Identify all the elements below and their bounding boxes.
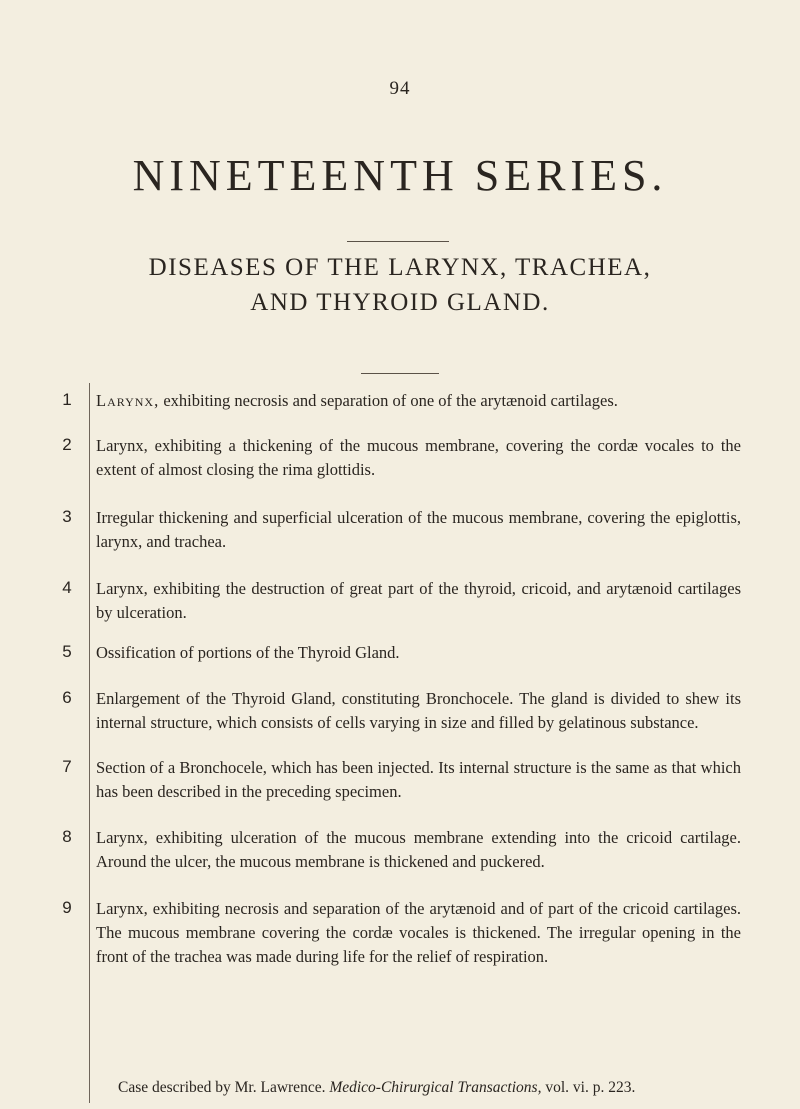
entry-text: Larynx, exhibiting necrosis and separation of the arytænoid and of part of the cricoid cartilages. The mucous membrane covering the cordæ vocales is thickened. The irregular opening in the front of the trachea was made during life for the relief of respiration. (96, 899, 741, 966)
entry-number: 9 (62, 898, 72, 917)
entry-text: Enlargement of the Thyroid Gland, constituting Bronchocele. The gland is divided to shew its internal structure, which consists of cells varying in size and filled by gelatinous substance. (96, 689, 741, 732)
entry-text: Larynx, exhibiting a thickening of the mucous membrane, covering the cordæ vocales to the extent of almost closing the rima glottidis. (96, 436, 741, 479)
subtitle-line-2: AND THYROID GLAND. (250, 289, 550, 316)
entry-text: Ossification of portions of the Thyroid Gland. (96, 643, 400, 662)
case-note-suffix: vol. vi. p. 223. (545, 1079, 636, 1096)
case-note-prefix: Case described by Mr. Lawrence. (118, 1079, 326, 1096)
entry-text-rest: exhibiting necrosis and separation of one of the arytænoid cartilages. (159, 391, 618, 410)
entry-text: Larynx, exhibiting ulceration of the mucous membrane extending into the cricoid cartilage. Around the ulcer, the mucous membrane is thickened and puckered. (96, 828, 741, 871)
entry-number: 1 (62, 390, 72, 409)
entry-number: 3 (62, 507, 72, 526)
divider (347, 241, 449, 242)
case-note-journal: Medico-Chirurgical Transactions, (329, 1079, 542, 1096)
entry-lead-word: Larynx, (96, 391, 160, 410)
entry-text: Larynx, exhibiting the destruction of great part of the thyroid, cricoid, and arytænoid cartilages by ulceration. (96, 579, 741, 622)
entry-number: 4 (62, 578, 72, 597)
entry-text: Section of a Bronchocele, which has been injected. Its internal structure is the same as that which has been described in the preceding specimen. (96, 758, 741, 801)
entry-number: 5 (62, 642, 72, 661)
entry-text (96, 389, 741, 413)
entry-number: 6 (62, 688, 72, 707)
subtitle-line-1: DISEASES OF THE LARYNX, TRACHEA, (148, 254, 652, 281)
case-note (118, 1078, 758, 1098)
entry-number: 2 (62, 435, 72, 454)
margin-rule (89, 383, 90, 1103)
entry-number: 8 (62, 827, 72, 846)
page-number: 94 (389, 78, 411, 99)
divider (361, 373, 439, 374)
entry-number: 7 (62, 757, 72, 776)
entry-text: Irregular thickening and superficial ulceration of the mucous membrane, covering the epiglottis, larynx, and trachea. (96, 508, 741, 551)
series-title: NINETEENTH SERIES. (132, 151, 668, 200)
